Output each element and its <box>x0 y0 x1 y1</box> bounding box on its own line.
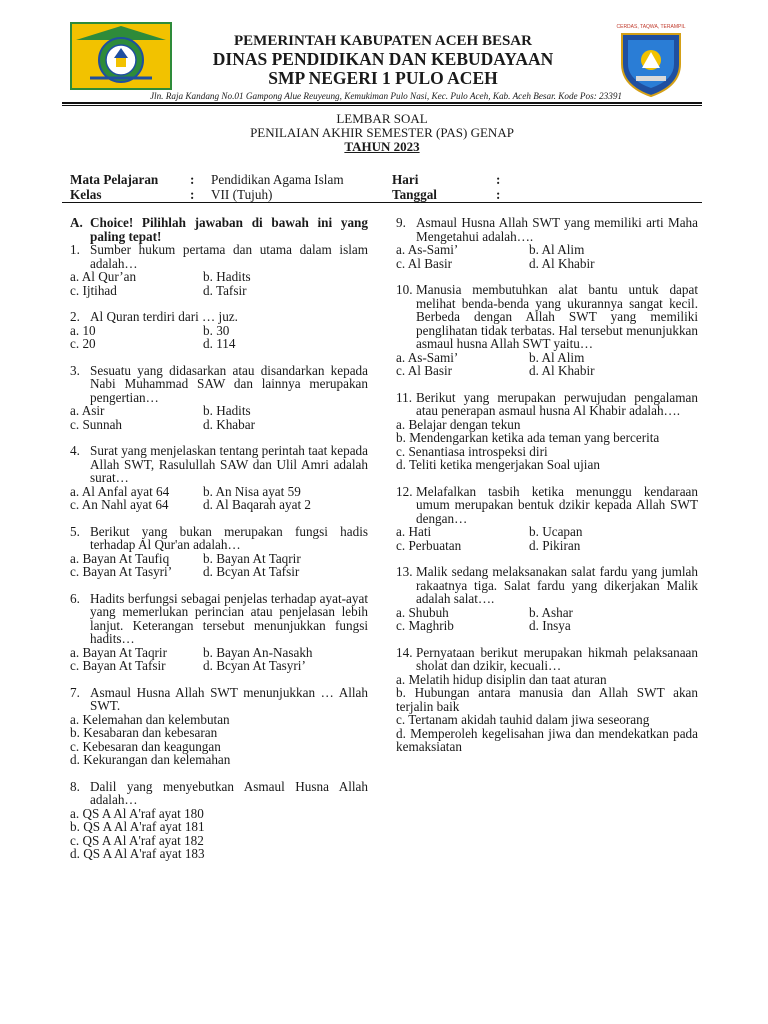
question-item <box>70 780 368 861</box>
question-number: 2. <box>70 309 80 324</box>
question-number: 14. <box>396 644 413 660</box>
question-number: 9. <box>396 215 406 230</box>
answer-option: d. Insya <box>529 618 571 633</box>
subject-value: Pendidikan Agama Islam <box>211 172 344 187</box>
answer-options <box>396 673 698 754</box>
question-number: 6. <box>70 590 80 606</box>
question-stem: Berikut yang bukan merupakan fungsi hadis terhadap Al Qur'an adalah… <box>90 523 368 552</box>
question-stem: Asmaul Husna Allah SWT yang memiliki arti Maha Mengetahui adalah…. <box>416 215 698 244</box>
question-number: 7. <box>70 684 80 700</box>
answer-option: b. Al Alim <box>529 242 585 257</box>
question-item <box>396 283 698 378</box>
question-item <box>70 364 368 432</box>
answer-option: c. QS A Al A'raf ayat 182 <box>70 832 204 848</box>
answer-option: c. Perbuatan <box>396 537 462 553</box>
question-number: 10. <box>396 282 413 297</box>
answer-option: d. Memperoleh kegelisahan jiwa dan mendekatkan pada kemaksiatan <box>396 725 698 754</box>
answer-option: d. Al Khabir <box>529 363 595 378</box>
question-stem: Berikut yang merupakan perwujudan pengalaman atau penerapan asmaul husna Al Khabir adalah…. <box>416 389 698 418</box>
question-number: 4. <box>70 443 80 458</box>
answer-option: a. Melatih hidup disiplin dan taat aturan <box>396 671 607 687</box>
header-divider <box>62 102 702 104</box>
question-stem: Asmaul Husna Allah SWT menunjukkan … Allah SWT. <box>90 684 368 713</box>
answer-option: b. Hadits <box>203 403 251 418</box>
question-number: 12. <box>396 483 413 499</box>
section-text: Choice! Pilihlah jawaban di bawah ini yang paling tepat! <box>90 215 368 244</box>
question-number: 13. <box>396 564 413 579</box>
question-item <box>396 646 698 754</box>
answer-option: d. QS A Al A'raf ayat 183 <box>70 846 205 861</box>
answer-option: a. Bayan At Taqrir <box>70 644 167 660</box>
info-divider <box>62 202 702 203</box>
answer-option: c. Al Basir <box>396 255 453 271</box>
question-stem: Hadits berfungsi sebagai penjelas terhadap ayat-ayat yang memerlukan perincian atau penjelasan lebih lanjut. Keterangan tersebut menunjukkan fungsi hadits… <box>90 590 368 646</box>
question-stem: Malik sedang melaksanakan salat fardu yang jumlah rakaatnya tiga. Salat fardu yang dikerjakan Malik adalah salat…. <box>416 564 698 606</box>
exam-year: TAHUN 2023 <box>344 139 420 154</box>
questions-right-column <box>396 216 698 767</box>
question-number: 11. <box>396 389 412 405</box>
question-item <box>70 444 368 512</box>
government-heading: PEMERINTAH KABUPATEN ACEH BESAR <box>234 33 532 49</box>
answer-option: c. Kebesaran dan keagungan <box>70 738 221 754</box>
question-stem: Melafalkan tasbih ketika menunggu kendaraan umum merupakan bentuk dzikir kepada Allah SWT dengan… <box>416 483 698 526</box>
answer-options <box>396 243 698 270</box>
answer-options <box>70 807 368 861</box>
answer-option: d. Bcyan At Tafsir <box>203 564 300 579</box>
answer-option: d. 114 <box>203 336 236 351</box>
question-item <box>396 485 698 553</box>
questions-left-column <box>70 216 368 874</box>
answer-option: b. Bayan At Taqrir <box>203 550 301 566</box>
school-address: Jln. Raja Kandang No.01 Gampong Alue Reuyeung, Kemukiman Pulo Nasi, Kec. Pulo Aceh, Kab. Aceh Besar. Kode Pos: 23391 <box>149 91 623 101</box>
class-colon: : <box>190 187 195 202</box>
answer-options <box>70 485 368 512</box>
question-item <box>396 216 698 270</box>
answer-option: d. Teliti ketika mengerjakan Soal ujian <box>396 457 600 472</box>
answer-option: c. Bayan At Tafsir <box>70 658 166 673</box>
answer-option: d. Kekurangan dan kelemahan <box>70 752 231 767</box>
answer-option: c. 20 <box>70 336 96 351</box>
answer-option: b. 30 <box>203 322 230 338</box>
answer-options <box>396 606 698 633</box>
answer-option: d. Al Baqarah ayat 2 <box>203 497 312 512</box>
subject-label: Mata Pelajaran <box>70 172 159 187</box>
question-item <box>396 391 698 472</box>
answer-option: c. Ijtihad <box>70 282 117 298</box>
answer-option: a. QS A Al A'raf ayat 180 <box>70 805 204 821</box>
answer-option: c. Sunnah <box>70 416 123 432</box>
answer-options <box>70 404 368 431</box>
class-label: Kelas <box>70 187 102 202</box>
answer-option: d. Bcyan At Tasyri’ <box>203 658 306 673</box>
day-label: Hari <box>392 172 419 187</box>
question-stem: Sumber hukum pertama dan utama dalam islam adalah… <box>90 242 368 271</box>
answer-options <box>70 324 368 351</box>
question-stem: Manusia membutuhkan alat bantu untuk dapat melihat benda-benda yang ukurannya sangat kecil. Berbeda dengan Allah SWT yang memiliki penglihatan tidak terbatas. Hal tersebut menunjukkan asmaul husna Allah SWT yaitu… <box>416 282 698 351</box>
question-item <box>70 525 368 579</box>
school-heading: SMP NEGERI 1 PULO ACEH <box>268 68 498 88</box>
question-stem: Sesuatu yang didasarkan atau disandarkan kepada Nabi Muhammad SAW dan lainnya merupakan pengertian… <box>90 362 368 405</box>
answer-option: c. Tertanam akidah tauhid dalam jiwa seseorang <box>396 712 650 727</box>
school-shield-logo <box>616 22 686 98</box>
section-number: A. <box>70 215 83 230</box>
answer-option: b. An Nisa ayat 59 <box>203 483 301 499</box>
question-item <box>70 592 368 673</box>
question-stem: Surat yang menjelaskan tentang perintah taat kepada Allah SWT, Rasulullah SAW dan Ulil Amri adalah surat… <box>90 443 368 485</box>
answer-option: b. Ashar <box>529 604 573 620</box>
answer-option: a. Belajar dengan tekun <box>396 416 521 432</box>
answer-option: a. Bayan At Taufiq <box>70 550 170 566</box>
answer-option: a. As-Sami’ <box>396 242 459 257</box>
answer-option: b. Bayan An-Nasakh <box>203 644 313 660</box>
exam-title: PENILAIAN AKHIR SEMESTER (PAS) GENAP <box>250 125 514 140</box>
section-instruction <box>70 216 368 243</box>
day-colon: : <box>496 172 501 187</box>
answer-options <box>396 525 698 552</box>
answer-option: d. Al Khabir <box>529 255 595 271</box>
answer-option: c. Senantiasa introspeksi diri <box>396 443 548 459</box>
answer-option: b. Mendengarkan ketika ada teman yang bercerita <box>396 430 660 445</box>
answer-option: d. Pikiran <box>529 537 581 553</box>
answer-option: c. Maghrib <box>396 618 454 633</box>
question-stem: Al Quran terdiri dari … juz. <box>90 309 238 324</box>
answer-option: d. Tafsir <box>203 282 247 298</box>
answer-option: c. Al Basir <box>396 363 453 378</box>
question-number: 5. <box>70 523 80 539</box>
header-divider-thin <box>62 105 702 106</box>
answer-option: a. Al Anfal ayat 64 <box>70 483 170 499</box>
answer-options <box>70 552 368 579</box>
question-item <box>396 565 698 633</box>
class-value: VII (Tujuh) <box>211 187 273 202</box>
answer-options <box>70 646 368 673</box>
answer-option: a. Shubuh <box>396 604 449 620</box>
answer-option: a. 10 <box>70 322 96 338</box>
answer-option: c. An Nahl ayat 64 <box>70 497 169 512</box>
question-item <box>70 310 368 351</box>
answer-option: a. As-Sami’ <box>396 349 459 365</box>
question-item <box>70 243 368 297</box>
answer-option: c. Bayan At Tasyri’ <box>70 564 173 579</box>
question-stem: Pernyataan berikut merupakan hikmah pelaksanaan sholat dan dzikir, kecuali… <box>416 644 698 673</box>
answer-options <box>70 713 368 767</box>
answer-options <box>396 418 698 472</box>
aceh-besar-logo <box>70 22 172 90</box>
question-number: 1. <box>70 242 80 257</box>
question-number: 3. <box>70 362 80 378</box>
department-heading: DINAS PENDIDIKAN DAN KEBUDAYAAN <box>212 49 554 69</box>
date-label: Tanggal <box>392 187 437 202</box>
answer-option: b. Hadits <box>203 269 251 284</box>
logo-motto: CERDAS, TAQWA, TERAMPIL <box>616 24 686 30</box>
date-colon: : <box>496 187 501 202</box>
answer-option: a. Asir <box>70 403 105 418</box>
answer-option: d. Khabar <box>203 416 255 432</box>
answer-option: a. Al Qur’an <box>70 269 137 284</box>
sheet-title: LEMBAR SOAL <box>336 111 428 126</box>
answer-option: a. Hati <box>396 524 432 539</box>
answer-options <box>396 351 698 378</box>
question-number: 8. <box>70 778 80 794</box>
answer-option: b. Ucapan <box>529 524 583 539</box>
answer-option: b. Hubungan antara manusia dan Allah SWT akan terjalin baik <box>396 685 698 714</box>
answer-options <box>70 270 368 297</box>
answer-option: b. QS A Al A'raf ayat 181 <box>70 819 205 834</box>
question-item <box>70 686 368 767</box>
answer-option: b. Kesabaran dan kebesaran <box>70 725 218 740</box>
subject-colon: : <box>190 172 195 187</box>
question-stem: Dalil yang menyebutkan Asmaul Husna Allah adalah… <box>90 778 368 807</box>
answer-option: a. Kelemahan dan kelembutan <box>70 711 230 727</box>
answer-option: b. Al Alim <box>529 349 585 365</box>
